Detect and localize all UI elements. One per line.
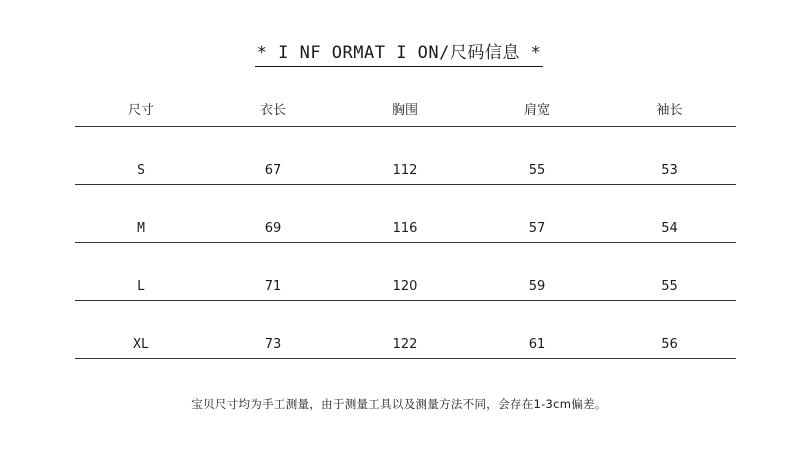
header-size: 尺寸 — [127, 103, 154, 118]
row-sleeve: 56 — [661, 337, 678, 352]
row-length: 71 — [264, 279, 282, 294]
page-title — [0, 42, 798, 67]
row-sleeve: 55 — [661, 279, 678, 294]
size-table — [75, 96, 736, 359]
table-row — [75, 127, 736, 185]
row-chest: 116 — [392, 221, 418, 236]
row-chest: 122 — [392, 337, 418, 352]
table-header-row — [75, 96, 736, 127]
row-sleeve: 54 — [661, 221, 678, 236]
table-row — [75, 185, 736, 243]
header-shoulder: 肩宽 — [523, 103, 550, 118]
header-sleeve: 袖长 — [656, 103, 683, 118]
row-shoulder: 61 — [528, 337, 546, 352]
row-length: 73 — [264, 337, 282, 352]
row-chest: 120 — [392, 279, 418, 294]
row-size: XL — [133, 337, 149, 352]
header-length: 衣长 — [259, 103, 286, 118]
row-length: 69 — [264, 221, 282, 236]
header-chest: 胸围 — [391, 103, 418, 118]
row-size: S — [137, 163, 145, 178]
table-row — [75, 243, 736, 301]
row-length: 67 — [264, 163, 282, 178]
measurement-note: 宝贝尺寸均为手工测量，由于测量工具以及测量方法不同，会存在1-3cm偏差。 — [191, 397, 607, 411]
row-sleeve: 53 — [661, 163, 678, 178]
row-shoulder: 59 — [528, 279, 546, 294]
page-title-text: * I NF ORMAT I ON/尺码信息 * — [255, 42, 544, 67]
row-chest: 112 — [392, 163, 418, 178]
table-row — [75, 301, 736, 359]
row-size: M — [137, 221, 145, 236]
row-shoulder: 57 — [528, 221, 546, 236]
row-size: L — [137, 279, 145, 294]
row-shoulder: 55 — [528, 163, 546, 178]
